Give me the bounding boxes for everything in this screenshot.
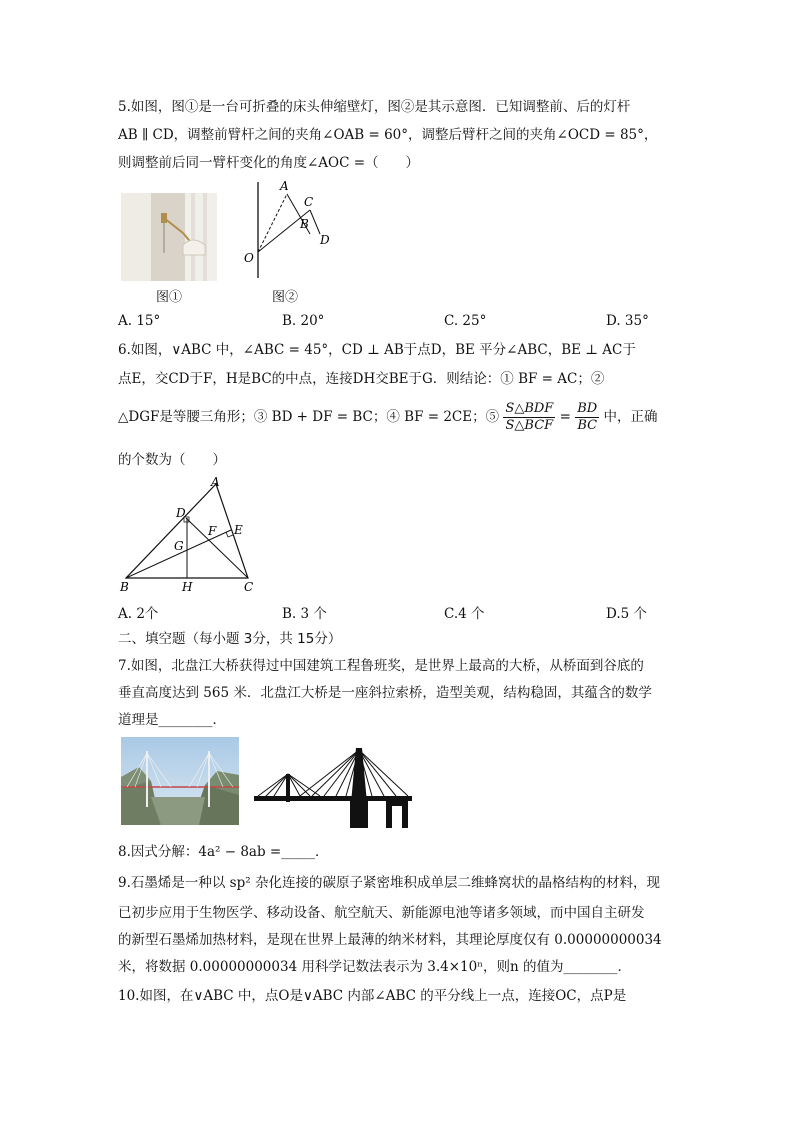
tri-label-E: E [234, 523, 243, 537]
q6-option-d: D.5 个 [606, 606, 648, 622]
bridge-photo [121, 737, 239, 825]
tri-label-B: B [120, 580, 129, 594]
q6-triangle-diagram [118, 474, 268, 596]
fraction-numerator: S△BDF [505, 401, 554, 416]
fraction-denominator-bc: BC [577, 418, 598, 433]
q10-line-1: 10.如图，在∨ABC 中，点O是∨ABC 内部∠ABC 的平分线上一点，连接OC，点P是 [118, 988, 627, 1004]
q5-option-a: A. 15° [118, 313, 161, 329]
q7-line-2: 垂直高度达到 565 米．北盘江大桥是一座斜拉索桥，造型美观，结构稳固，其蕴含的数学 [118, 685, 652, 701]
q6-option-a: A. 2个 [118, 606, 159, 622]
q6-line-3b: 中，正确 [603, 409, 658, 425]
q9-line-4: 米，将数据 0.00000000034 用科学记数法表示为 3.4×10ⁿ，则n 的值为________． [118, 959, 632, 975]
tri-label-F: F [208, 524, 217, 538]
tri-label-C: C [244, 580, 254, 594]
bridge-silhouette [252, 744, 414, 830]
tri-label-H: H [182, 580, 193, 594]
label-O: O [244, 251, 254, 265]
fraction-equals: = [559, 409, 571, 425]
q6-line-1: 6.如图，∨ABC 中，∠ABC = 45°，CD ⊥ AB于点D，BE 平分∠ABC，BE ⊥ AC于 [118, 342, 636, 358]
tri-label-D: D [176, 506, 186, 520]
label-A: A [280, 179, 289, 193]
tri-label-A: A [211, 475, 220, 489]
q6-line-2: 点E，交CD于F，H是BC的中点，连接DH交BE于G．则结论：① BF = AC；② [118, 371, 605, 387]
q6-option-b: B. 3 个 [282, 606, 327, 622]
q5-option-b: B. 20° [282, 313, 325, 329]
q7-line-1: 7.如图，北盘江大桥获得过中国建筑工程鲁班奖，是世界上最高的大桥，从桥面到谷底的 [118, 658, 644, 674]
fraction-ratio [575, 401, 599, 434]
q6-line-3 [118, 397, 658, 437]
figure2-caption: 图② [272, 290, 299, 305]
wall-lamp-photo [121, 193, 217, 281]
q5-diagram [240, 176, 340, 280]
q9-line-2: 已初步应用于生物医学、移动设备、航空航天、新能源电池等诸多领域，而中国自主研发 [118, 905, 645, 921]
figure1-caption: 图① [156, 290, 183, 305]
label-B: B [300, 217, 309, 231]
q9-line-1: 9.石墨烯是一种以 sp² 杂化连接的碳原子紧密堆积成单层二维蜂窝状的晶格结构的材料，现 [118, 875, 660, 891]
q5-line-2: AB ∥ CD，调整前臂杆之间的夹角∠OAB = 60°，调整后臂杆之间的夹角∠OCD = 85°， [118, 127, 658, 143]
fraction-numerator-bd: BD [577, 401, 598, 416]
fraction-denominator: S△BCF [505, 418, 554, 433]
tri-label-G: G [174, 539, 184, 553]
q6-option-c: C.4 个 [444, 606, 485, 622]
label-D: D [320, 233, 330, 247]
q5-option-c: C. 25° [444, 313, 487, 329]
q8-line-1: 8.因式分解：4a² − 8ab =_____． [118, 844, 329, 860]
q5-line-3: 则调整前后同一臂杆变化的角度∠AOC =（ ） [118, 155, 420, 171]
label-C: C [304, 195, 314, 209]
section-heading: 二、填空题（每小题 3分，共 15分） [118, 631, 342, 647]
q5-line-1: 5.如图，图①是一台可折叠的床头伸缩壁灯，图②是其示意图．已知调整前、后的灯杆 [118, 99, 631, 115]
q7-line-3: 道理是________． [118, 712, 226, 728]
q6-line-4: 的个数为（ ） [118, 452, 226, 468]
q6-line-3a: △DGF是等腰三角形；③ BD + DF = BC；④ BF = 2CE；⑤ [118, 409, 500, 425]
q9-line-3: 的新型石墨烯加热材料，是现在世界上最薄的纳米材料，其理论厚度仅有 0.00000000034 [118, 932, 662, 948]
fraction-area [503, 401, 555, 434]
q5-option-d: D. 35° [606, 313, 649, 329]
